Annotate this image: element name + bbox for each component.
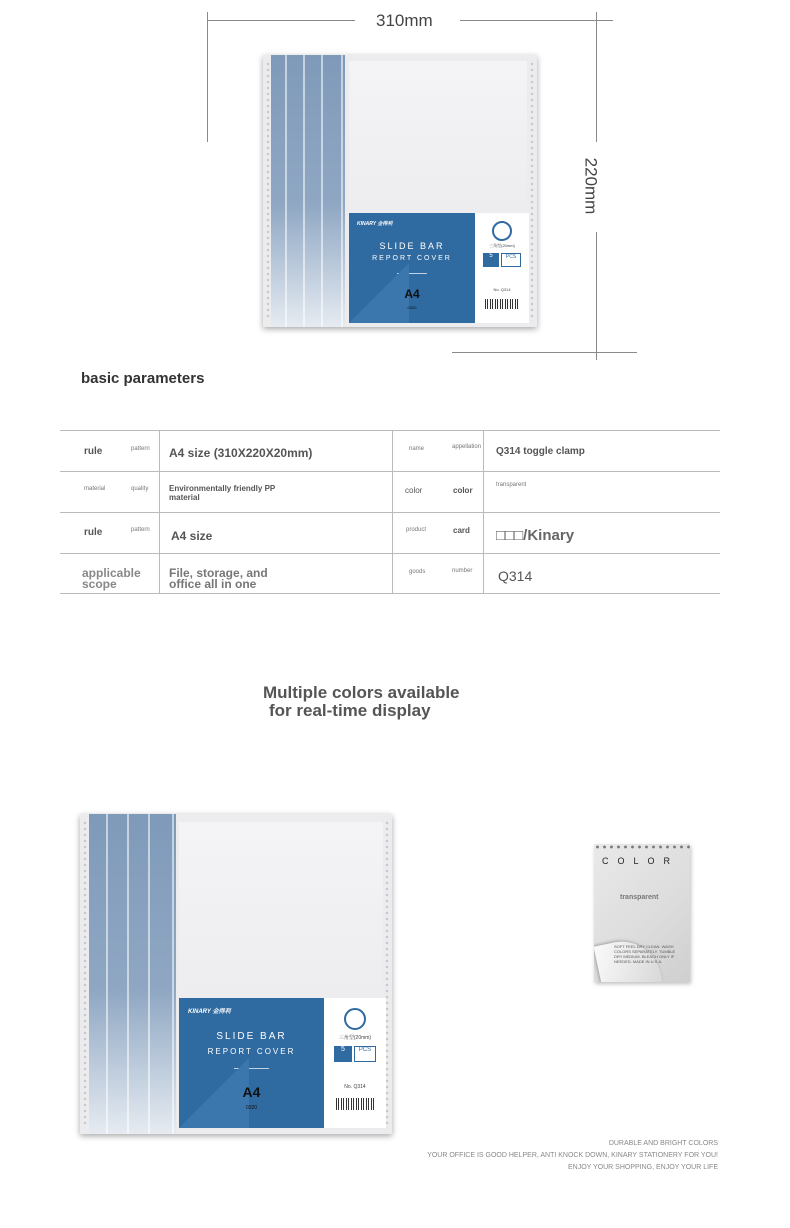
slide-bar <box>110 814 131 1134</box>
pcs-count: 5 <box>483 253 499 267</box>
row4-left-value: File, storage, and office all in one <box>169 566 268 591</box>
pcs-label: PCS <box>354 1046 376 1062</box>
row3-left-value: A4 size <box>171 529 213 543</box>
slide-bar <box>271 55 289 327</box>
swatch-fine-print: SOFT FEEL DRY CLEAN. WASH COLORS SEPARATELY. TUMBLE DRY MEDIUM. BLEACH ONLY IF NEEDED. MADE IN U.S.A. <box>614 944 676 964</box>
row1-left-sub: pattern <box>131 446 150 452</box>
slide-bar <box>89 814 110 1134</box>
swatch-binder-rings <box>594 844 690 850</box>
swatch-heading: COLOR <box>602 856 680 866</box>
card-model: No. Q314 <box>344 1084 366 1090</box>
row1-right-sub: appellation <box>452 444 482 450</box>
footer-line-1: DURABLE AND BRIGHT COLORS <box>608 1140 718 1147</box>
width-dimension-label: 310mm <box>376 11 433 30</box>
card-caption: 三角型(20mm) <box>338 1035 372 1041</box>
width-dimension-line-left <box>207 20 355 21</box>
slide-bar <box>307 55 325 327</box>
row1-right-value: Q314 toggle clamp <box>496 446 585 457</box>
product-image-bottom <box>80 814 392 1134</box>
row3-left-sub: pattern <box>131 527 150 533</box>
row4-right-value: Q314 <box>498 568 533 584</box>
row2-left-sub: quality <box>131 486 149 492</box>
row3-right-value: □□□/Kinary <box>496 527 575 544</box>
display-title-line2: for real-time display <box>269 701 431 720</box>
row4-right-sub: number <box>452 568 473 574</box>
product-card <box>324 998 386 1128</box>
row1-left-value: A4 size (310X220X20mm) <box>169 446 313 460</box>
table-column-divider <box>159 430 160 593</box>
height-dimension-tick-bottom <box>452 352 637 353</box>
product-label <box>349 213 475 323</box>
label-size-sub: 0320 <box>245 1105 258 1111</box>
row2-right-sub: color <box>453 486 473 495</box>
slide-bar <box>289 55 307 327</box>
pcs-label: PCS <box>501 253 521 267</box>
row1-left-key: rule <box>84 446 103 457</box>
height-dimension-line-bottom <box>596 232 597 360</box>
card-model: No. Q314 <box>493 287 511 292</box>
color-swatch-transparent <box>594 844 690 982</box>
row2-left-key: material <box>84 486 106 492</box>
row4-right-key: goods <box>409 569 426 575</box>
punch-holes-left <box>266 61 270 321</box>
display-title-line1: Multiple colors available <box>263 683 460 702</box>
triangle-logo-icon <box>344 1008 366 1030</box>
table-column-divider <box>392 430 393 593</box>
width-dimension-line-right <box>460 20 613 21</box>
label-title-2: REPORT COVER <box>372 255 452 262</box>
width-dimension-tick-left <box>207 12 208 142</box>
label-size-sub: 0320 <box>407 305 417 310</box>
slide-bar <box>325 55 345 327</box>
slide-bar <box>152 814 176 1134</box>
row2-left-value: Environmentally friendly PP material <box>169 484 276 502</box>
product-label <box>179 998 324 1128</box>
label-size: A4 <box>242 1084 261 1100</box>
row3-right-sub: card <box>453 526 470 535</box>
product-image-top <box>263 55 537 327</box>
basic-parameters-title: basic parameters <box>81 370 205 387</box>
row3-right-key: product <box>406 527 427 533</box>
height-dimension-label: 220mm <box>581 157 601 215</box>
pcs-count: 5 <box>334 1046 352 1062</box>
row4-left-key: applicable scope <box>82 566 141 591</box>
slide-bar <box>131 814 152 1134</box>
product-card <box>475 213 529 323</box>
footer-line-2: YOUR OFFICE IS GOOD HELPER, ANTI KNOCK DOWN, KINARY STATIONERY FOR YOU! <box>427 1152 718 1159</box>
label-size: A4 <box>404 287 420 301</box>
footer-line-3: ENJOY YOUR SHOPPING, ENJOY YOUR LIFE <box>567 1164 718 1171</box>
brand-logo: KINARY 金得利 <box>188 1009 231 1015</box>
label-title-1: SLIDE BAR <box>216 1031 287 1042</box>
label-title-1: SLIDE BAR <box>379 241 445 251</box>
barcode <box>485 299 519 309</box>
table-row-divider <box>60 593 720 594</box>
swatch-color-name: transparent <box>620 894 659 901</box>
card-caption: 三角型(20mm) <box>489 243 515 248</box>
row2-right-key: color <box>405 486 423 495</box>
row1-right-key: name <box>409 446 425 452</box>
brand-logo: KINARY 金得利 <box>357 221 393 227</box>
label-title-2: REPORT COVER <box>207 1047 296 1056</box>
punch-holes-left <box>83 820 87 1128</box>
triangle-logo-icon <box>492 221 512 241</box>
height-dimension-line-top <box>596 12 597 142</box>
row2-right-value: transparent <box>496 482 527 488</box>
table-column-divider <box>483 430 484 593</box>
row3-left-key: rule <box>84 527 103 538</box>
barcode <box>336 1098 374 1110</box>
punch-holes-right <box>530 61 534 321</box>
